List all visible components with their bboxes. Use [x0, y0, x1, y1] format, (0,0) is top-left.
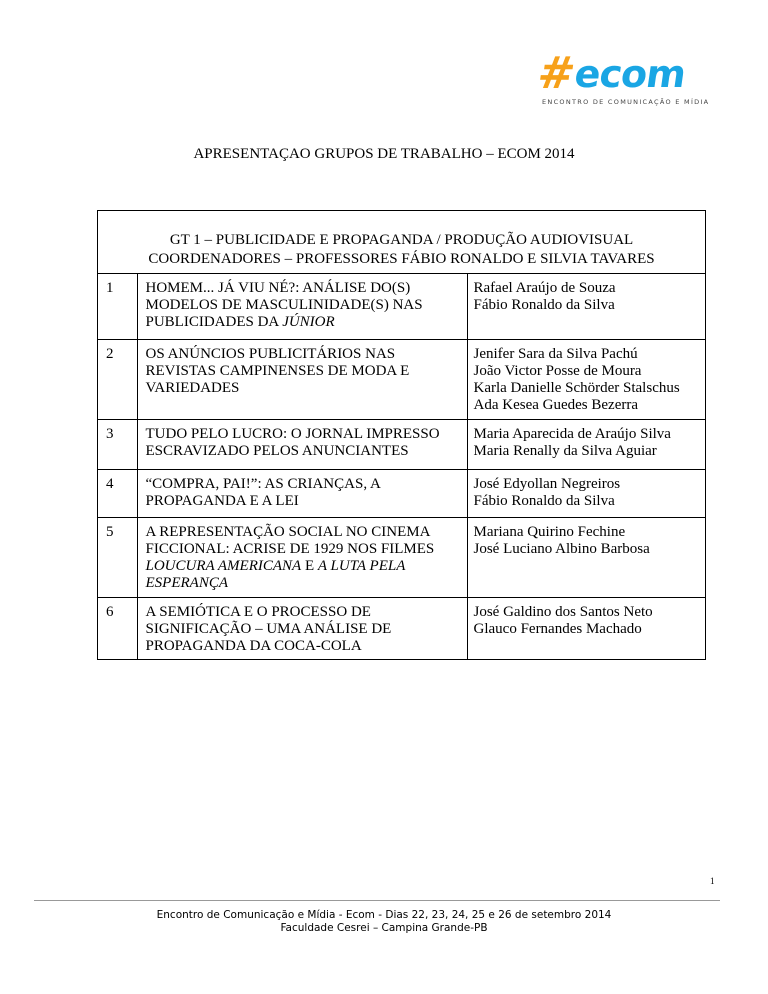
presentation-authors: José Galdino dos Santos Neto Glauco Fernandes Machado	[467, 597, 705, 660]
presentation-title: HOMEM... JÁ VIU NÉ?: ANÁLISE DO(S) MODELOS DE MASCULINIDADE(S) NAS PUBLICIDADES DA JÚNIOR	[137, 274, 467, 339]
logo-word: ecom	[571, 52, 688, 96]
working-group-header	[98, 211, 705, 274]
presentation-authors: Rafael Araújo de Souza Fábio Ronaldo da Silva	[467, 274, 705, 339]
working-group-box	[97, 210, 706, 660]
logo-hash: #	[534, 48, 577, 99]
page-footer	[0, 909, 768, 935]
presentation-title: A REPRESENTAÇÃO SOCIAL NO CINEMA FICCIONAL: ACRISE DE 1929 NOS FILMES LOUCURA AMERICANA E A LUTA PELA ESPERANÇA	[137, 517, 467, 597]
presentation-title: “COMPRA, PAI!”: AS CRIANÇAS, A PROPAGANDA E A LEI	[137, 469, 467, 517]
group-title: GT 1 – PUBLICIDADE E PROPAGANDA / PRODUÇÃO AUDIOVISUAL	[169, 232, 634, 248]
presentation-title: TUDO PELO LUCRO: O JORNAL IMPRESSO ESCRAVIZADO PELOS ANUNCIANTES	[137, 419, 467, 469]
table-row	[98, 274, 705, 339]
row-number: 6	[98, 597, 137, 660]
table-row	[98, 339, 705, 419]
page-number: 1	[710, 876, 715, 886]
group-coordinators: COORDENADORES – PROFESSORES FÁBIO RONALDO E SILVIA TAVARES	[148, 251, 655, 267]
footer-event-line: Encontro de Comunicação e Mídia - Ecom - Dias 22, 23, 24, 25 e 26 de setembro 2014	[156, 909, 612, 921]
table-row	[98, 517, 705, 597]
ecom-logo-mark	[534, 48, 688, 99]
presentations-table	[98, 274, 705, 660]
table-row	[98, 597, 705, 660]
row-number: 1	[98, 274, 137, 339]
presentation-authors: Jenifer Sara da Silva Pachú João Victor Posse de Moura Karla Danielle Schörder Stalschus Ada Kesea Guedes Bezerra	[467, 339, 705, 419]
row-number: 4	[98, 469, 137, 517]
table-row	[98, 419, 705, 469]
presentation-authors: Mariana Quirino Fechine José Luciano Albino Barbosa	[467, 517, 705, 597]
presentation-authors: José Edyollan Negreiros Fábio Ronaldo da Silva	[467, 469, 705, 517]
table-row	[98, 469, 705, 517]
presentation-title: OS ANÚNCIOS PUBLICITÁRIOS NAS REVISTAS CAMPINENSES DE MODA E VARIEDADES	[137, 339, 467, 419]
ecom-logo	[534, 48, 710, 112]
logo-subtitle: ENCONTRO DE COMUNICAÇÃO E MÍDIA	[542, 98, 710, 106]
footer-venue-line: Faculdade Cesrei – Campina Grande-PB	[280, 922, 488, 934]
document-title: APRESENTAÇAO GRUPOS DE TRABALHO – ECOM 2014	[193, 146, 575, 162]
row-number: 5	[98, 517, 137, 597]
row-number: 3	[98, 419, 137, 469]
presentation-authors: Maria Aparecida de Araújo Silva Maria Renally da Silva Aguiar	[467, 419, 705, 469]
row-number: 2	[98, 339, 137, 419]
footer-divider	[34, 900, 720, 901]
presentation-title: A SEMIÓTICA E O PROCESSO DE SIGNIFICAÇÃO – UMA ANÁLISE DE PROPAGANDA DA COCA-COLA	[137, 597, 467, 660]
